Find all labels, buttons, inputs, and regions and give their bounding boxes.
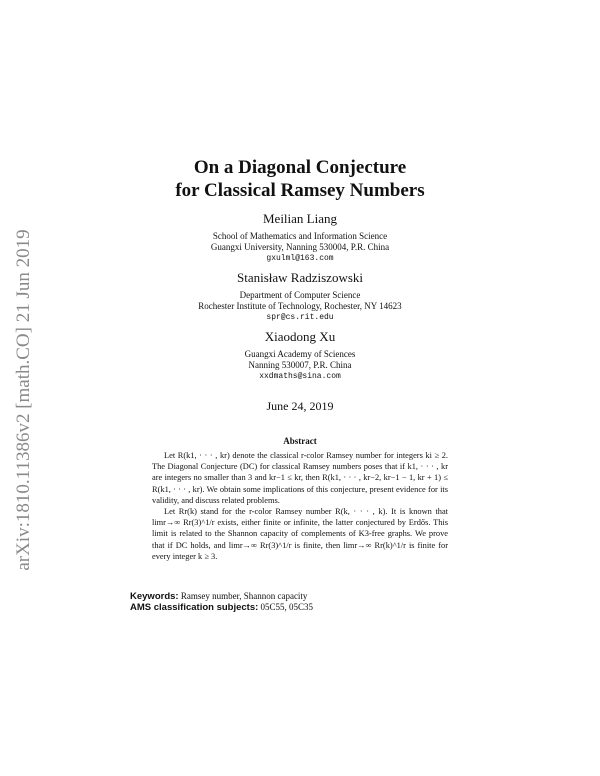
title-line-1: On a Diagonal Conjecture	[193, 157, 407, 178]
author-block-3	[110, 329, 490, 382]
author-affiliation: Guangxi University, Nanning 530004, P.R. China	[210, 242, 390, 252]
arxiv-stamp-text: arXiv:1810.11386v2 [math.CO] 21 Jun 2019	[13, 229, 34, 571]
ams-value: 05C55, 05C35	[260, 602, 314, 612]
keywords-section	[130, 591, 490, 613]
author-block-1	[110, 211, 490, 264]
author-affiliation: Nanning 530007, P.R. China	[248, 360, 352, 370]
keywords-value: Ramsey number, Shannon capacity	[180, 591, 308, 601]
abstract-heading: Abstract	[283, 436, 317, 446]
author-affiliation: Rochester Institute of Technology, Rochester, NY 14623	[198, 301, 402, 311]
paper-date: June 24, 2019	[266, 399, 334, 413]
author-email[interactable]: spr@cs.rit.edu	[266, 313, 334, 322]
keywords-label: Keywords:	[130, 591, 179, 602]
keywords-line	[130, 591, 490, 602]
arxiv-stamp	[8, 200, 40, 600]
author-email[interactable]: gxulml@163.com	[266, 254, 334, 263]
author-name: Xiaodong Xu	[264, 329, 336, 344]
abstract-paragraph-2: Let Rr(k) stand for the r-color Ramsey number R(k, · · · , k). It is known that limr→∞ Rr(3)^1/r exists, either finite or infinite, the latter conjectured by Erdős. This limit is related to the Shannon capacity of complements of K3-free graphs. We prove that if DC holds, and limr→∞ Rr(3)^1/r is finite, then limr→∞ Rr(k)^1/r is finite for every integer k ≥ 3.	[152, 507, 448, 561]
abstract-paragraph-1: Let R(k1, · · · , kr) denote the classical r-color Ramsey number for integers ki ≥ 2. The Diagonal Conjecture (DC) for classical Ramsey numbers poses that if k1, · · · , kr are integers no smaller than 3 and kr−1 ≤ kr, then R(k1, · · · , kr−2, kr−1 − 1, kr + 1) ≤ R(k1, · · · , kr). We obtain some implications of this conjecture, present evidence for its validity, and discuss related problems.	[152, 451, 448, 505]
author-name: Stanisław Radziszowski	[236, 270, 363, 285]
author-name: Meilian Liang	[262, 211, 337, 226]
author-block-2	[110, 270, 490, 323]
author-affiliation: School of Mathematics and Information Science	[212, 231, 388, 241]
abstract-body	[152, 450, 448, 562]
author-affiliation: Department of Computer Science	[239, 290, 361, 300]
ams-line	[130, 602, 490, 613]
author-email[interactable]: xxdmaths@sina.com	[259, 372, 341, 381]
author-affiliation: Guangxi Academy of Sciences	[244, 349, 356, 359]
ams-label: AMS classification subjects:	[130, 602, 259, 613]
paper-title	[130, 156, 470, 202]
title-line-2: for Classical Ramsey Numbers	[175, 180, 425, 201]
